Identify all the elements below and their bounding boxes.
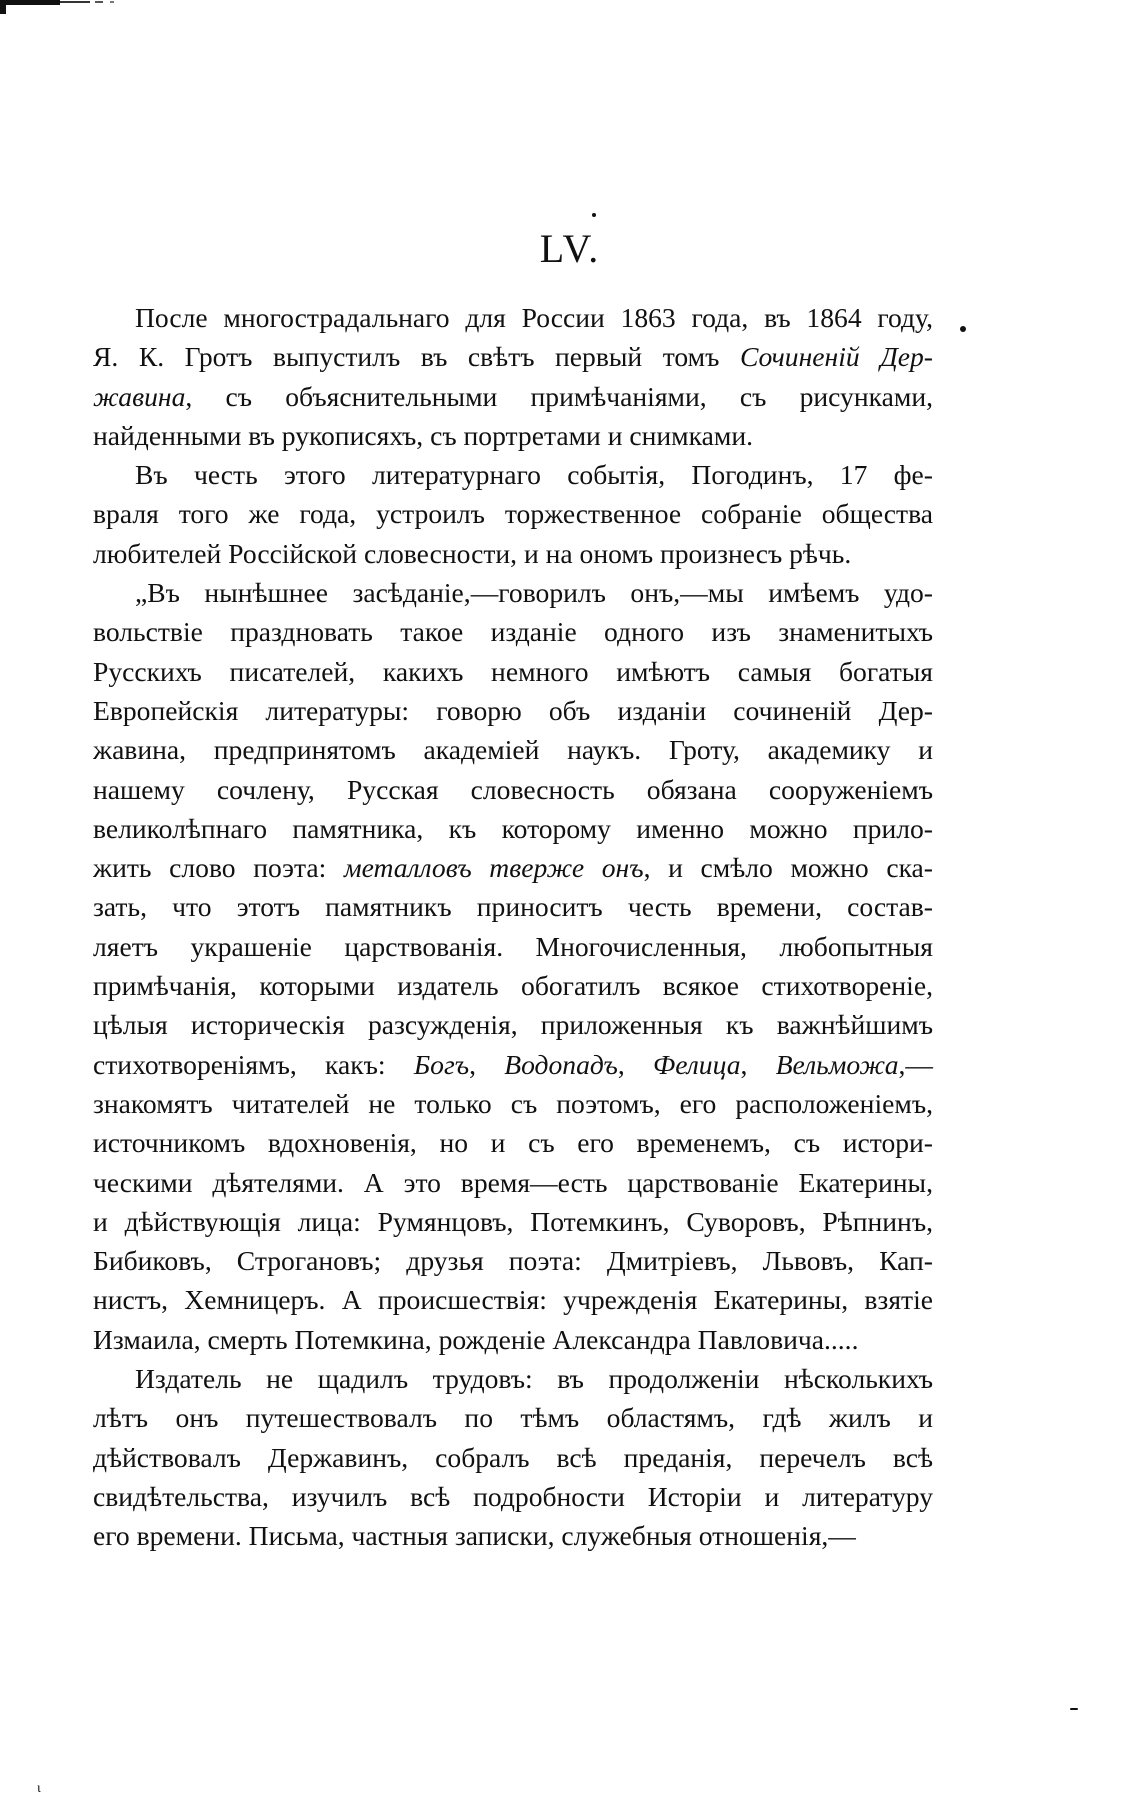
text-line [93, 612, 933, 651]
text-line [93, 691, 933, 730]
italic-title: жавина [93, 380, 186, 412]
text-segment: зать, что этотъ памятникъ приноситъ честь времени, состав- [93, 891, 933, 923]
text-segment: и дѣйствующія лица: Румянцовъ, Потемкинъ, Суворовъ, Рѣпнинъ, [93, 1205, 933, 1237]
text-segment: любителей Россійской словесности, и на ономъ произнесъ рѣчь. [93, 537, 852, 569]
text-line [93, 770, 933, 809]
text-segment: найденными въ рукописяхъ, съ портретами и снимками. [93, 419, 753, 451]
text-segment: ческими дѣятелями. А это время—есть царствованіе Екатерины, [93, 1166, 933, 1198]
text-line [93, 848, 933, 887]
text-line [93, 1163, 933, 1202]
text-segment: жавина, предпринятомъ академіей наукъ. Гроту, академику и [93, 734, 933, 766]
body-text [93, 298, 933, 1556]
text-line [93, 809, 933, 848]
text-segment: Бибиковъ, Строгановъ; друзья поэта: Дмитріевъ, Львовъ, Кап- [93, 1245, 933, 1277]
text-segment: нашему сочлену, Русская словесность обязана сооруженіемъ [93, 773, 933, 805]
text-segment: Въ честь этого литературнаго событія, Погодинъ, 17 фе- [135, 459, 933, 491]
text-line [93, 455, 933, 494]
italic-title: Вельможа [775, 1048, 899, 1080]
text-segment: , [469, 1048, 505, 1080]
text-segment: нистъ, Хемницеръ. А происшествія: учрежденія Екатерины, взятіе [93, 1284, 933, 1316]
text-segment: вольствіе праздновать такое изданіе одного изъ знаменитыхъ [93, 616, 933, 648]
text-segment: жить слово поэта: [93, 852, 344, 884]
text-line [93, 927, 933, 966]
text-segment: источникомъ вдохновенія, но и съ его временемъ, съ истори- [93, 1127, 933, 1159]
text-line [93, 887, 933, 926]
text-segment: лѣтъ онъ путешествовалъ по тѣмъ областямъ, гдѣ жилъ и [93, 1402, 933, 1434]
text-segment: После многострадальнаго для России 1863 года, въ 1864 году, [135, 302, 933, 333]
italic-title: Богъ [413, 1048, 470, 1080]
text-segment: стихотвореніямъ, какъ: [93, 1048, 414, 1080]
ink-speck [1070, 1708, 1078, 1710]
text-segment: , [740, 1048, 776, 1080]
scan-artifact-top [0, 0, 150, 14]
text-line [93, 730, 933, 769]
text-segment: Я. К. Гротъ выпустилъ въ свѣтъ первый томъ [93, 341, 740, 373]
text-line [93, 1084, 933, 1123]
ink-speck [960, 326, 966, 332]
text-line [93, 534, 933, 573]
text-segment: цѣлыя историческія разсужденія, приложенныя къ важнѣйшимъ [93, 1009, 933, 1041]
italic-title: Сочиненій Дер- [739, 341, 933, 373]
text-line [93, 337, 933, 376]
text-segment: примѣчанія, которыми издатель обогатилъ всякое стихотвореніе, [93, 970, 933, 1002]
text-line [93, 416, 933, 455]
text-segment: великолѣпнаго памятника, къ которому именно можно прило- [93, 812, 933, 844]
text-segment: Европейскія литературы: говорю объ изданіи сочиненій Дер- [93, 694, 933, 726]
text-line [93, 1241, 933, 1280]
text-segment: дѣйствовалъ Державинъ, собралъ всѣ преданія, перечелъ всѣ [93, 1441, 933, 1473]
page-heading: LV. [539, 226, 601, 271]
text-segment: , [617, 1048, 653, 1080]
text-segment: свидѣтельства, изучилъ всѣ подробности Исторіи и литературу [93, 1480, 933, 1512]
text-line [93, 1438, 933, 1477]
text-line [93, 1123, 933, 1162]
text-line [93, 1202, 933, 1241]
text-line [93, 298, 933, 337]
text-segment: Измаила, смерть Потемкина, рожденіе Александра Павловича..... [93, 1323, 859, 1355]
text-line [93, 1359, 933, 1398]
text-line [93, 494, 933, 533]
text-segment: ,— [898, 1048, 934, 1080]
ink-speck [592, 213, 596, 217]
text-line [93, 652, 933, 691]
text-line [93, 966, 933, 1005]
text-line [93, 1005, 933, 1044]
text-segment: , и смѣло можно ска- [643, 852, 933, 884]
text-line [93, 1280, 933, 1319]
text-segment: „Въ нынѣшнее засѣданіе,—говорилъ онъ,—мы имѣемъ удо- [135, 577, 933, 609]
text-segment: ляетъ украшеніе царствованія. Многочисленныя, любопытныя [93, 930, 933, 962]
text-line [93, 1320, 933, 1359]
text-segment: знакомятъ читателей не только съ поэтомъ, его расположеніемъ, [93, 1087, 933, 1119]
italic-title: Водопадъ [504, 1048, 618, 1080]
italic-title: Фелица [653, 1048, 741, 1080]
page-mark-bottom: ι [37, 1781, 41, 1796]
text-segment: его времени. Письма, частныя записки, служебныя отношенія,— [93, 1520, 856, 1552]
text-line [93, 1477, 933, 1516]
text-line [93, 1045, 933, 1084]
text-segment: , съ объяснительными примѣчаніями, съ рисунками, [185, 380, 933, 412]
text-line [93, 377, 933, 416]
text-line [93, 573, 933, 612]
text-segment: Русскихъ писателей, какихъ немного имѣютъ самыя богатыя [93, 655, 933, 687]
text-segment: Издатель не щадилъ трудовъ: въ продолженіи нѣсколькихъ [135, 1363, 933, 1395]
text-line [93, 1516, 933, 1555]
text-segment: враля того же года, устроилъ торжественное собраніе общества [93, 498, 933, 530]
text-line [93, 1398, 933, 1437]
italic-title: металловъ тверже онъ [343, 852, 644, 884]
